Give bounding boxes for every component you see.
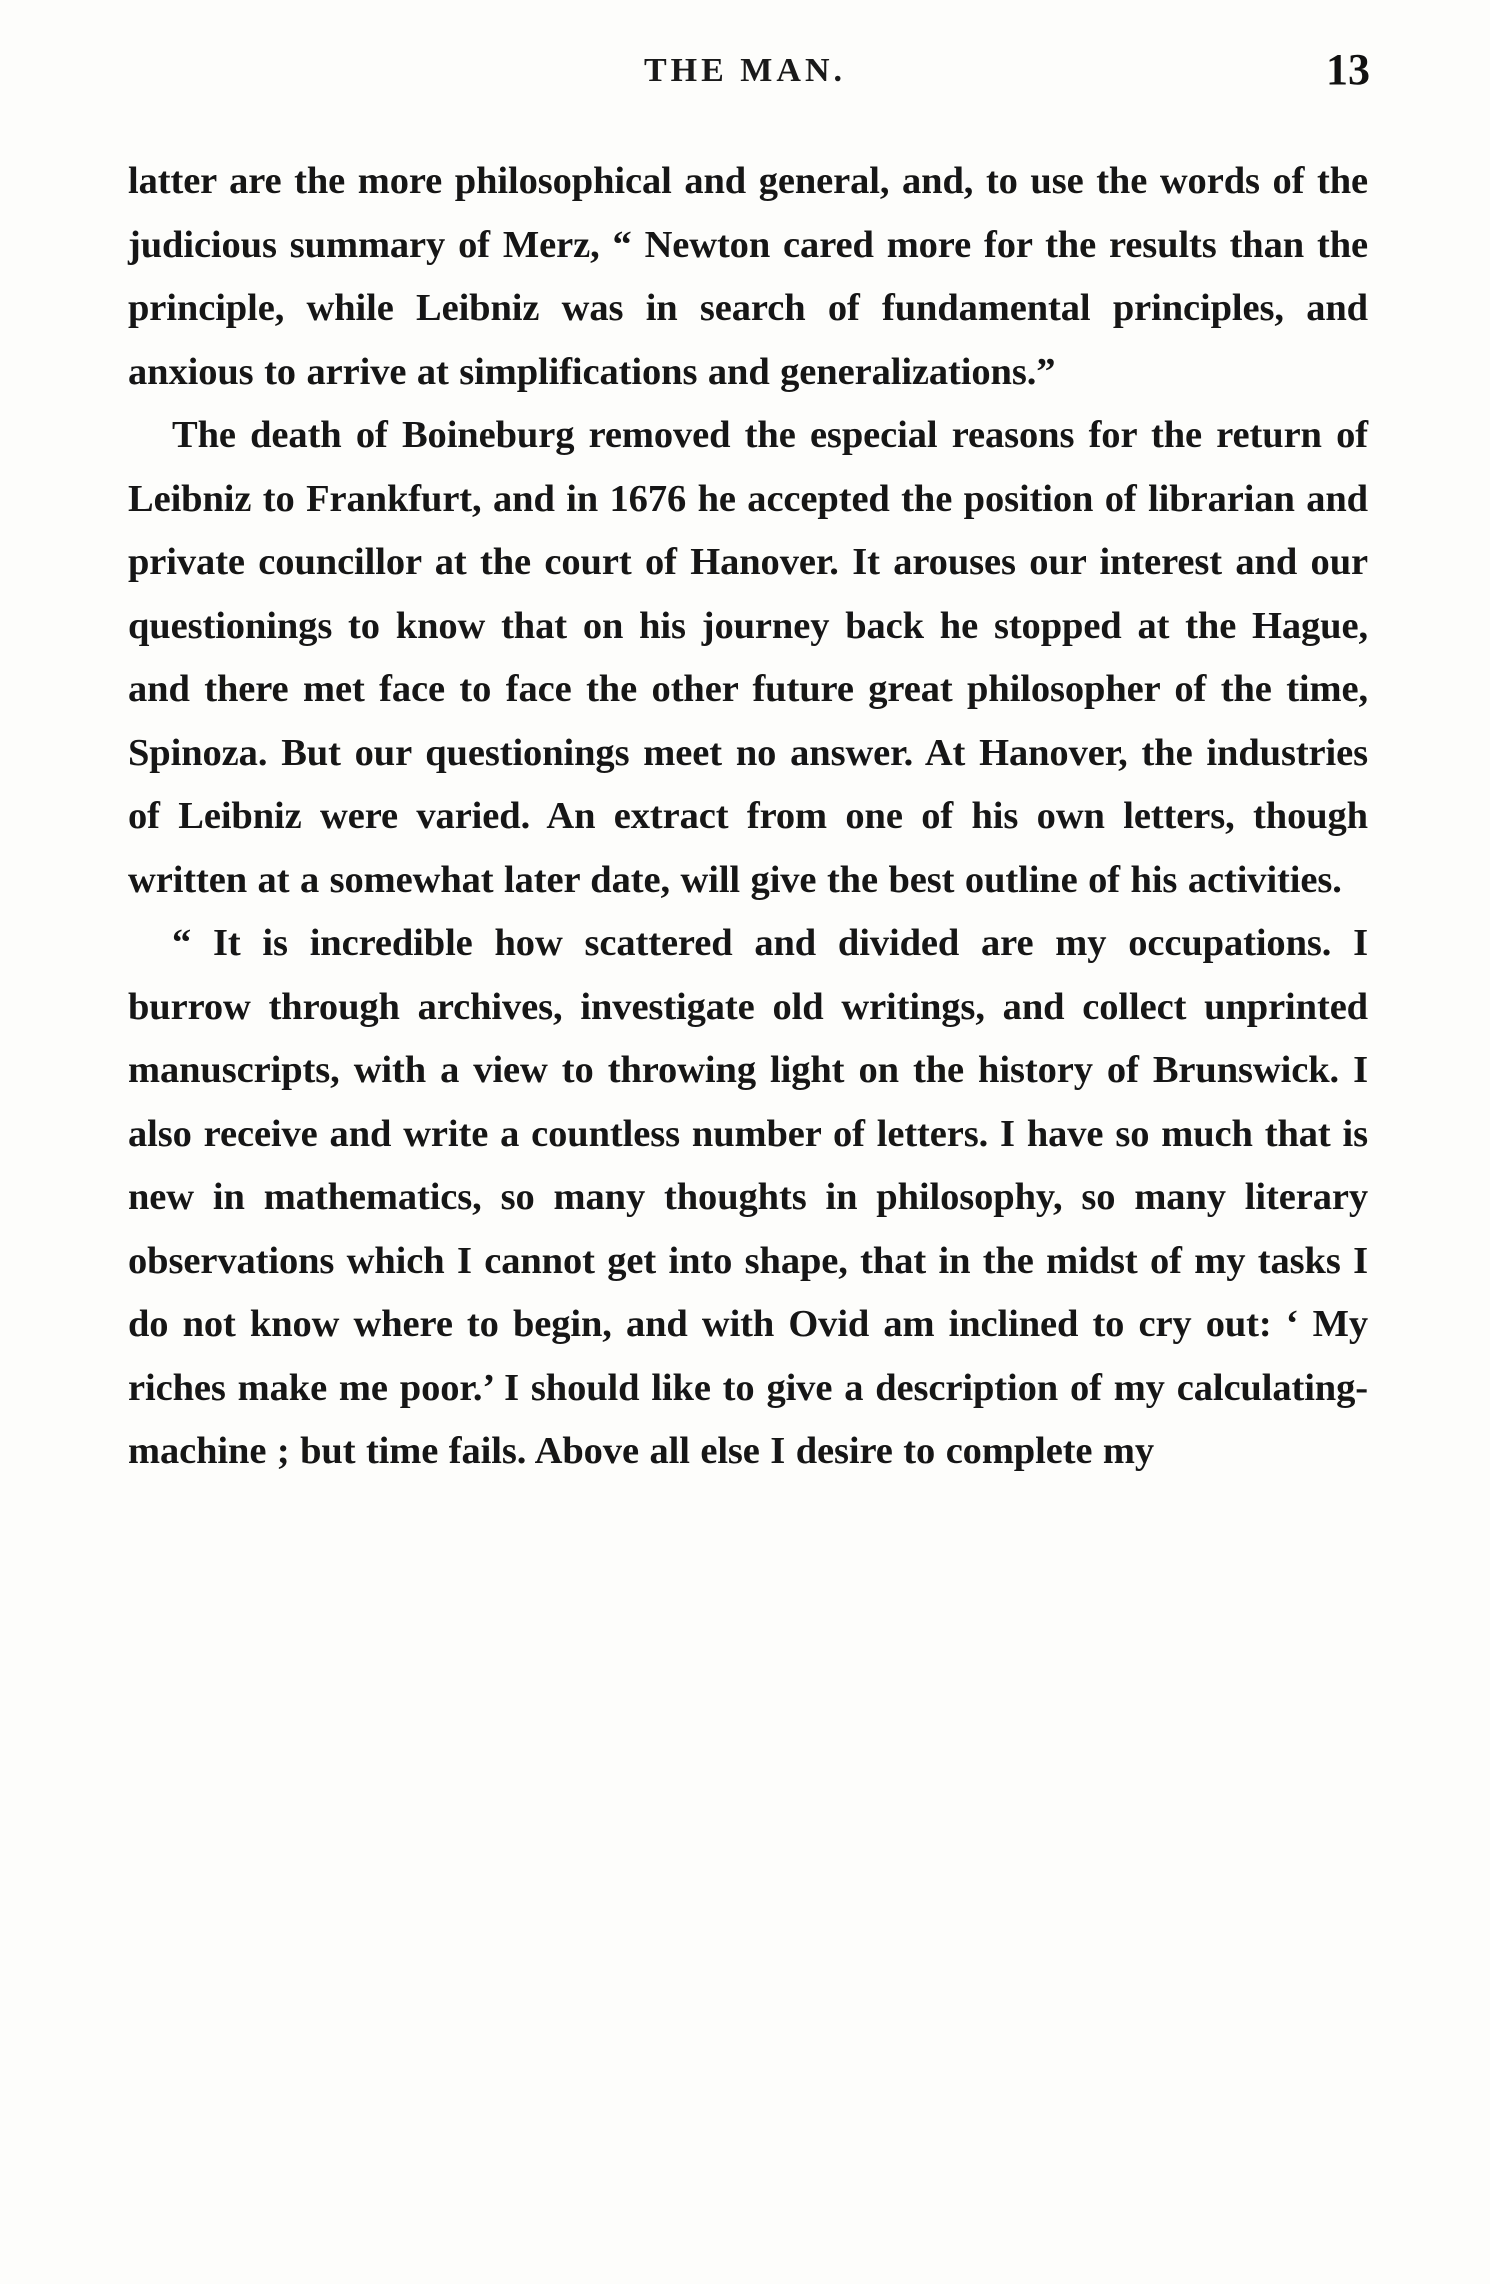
paragraph-1: latter are the more philosophical and general, and, to use the words of the judicious summary of Merz, “ Newton cared more for the results than the principle, while Leibniz was in search of fundamental principles, and anxious to arrive at simplifications and generalizations.” <box>128 160 1368 393</box>
running-header <box>0 45 1490 112</box>
page-body <box>128 150 1368 1484</box>
paragraph-2: The death of Boineburg removed the especial reasons for the return of Leibniz to Frankfurt, and in 1676 he accepted the position of librarian and private councillor at the court of Hanover. It arouses our interest and our questionings to know that on his journey back he stopped at the Hague, and there met face to face the other future great philosopher of the time, Spinoza. But our questionings meet no answer. At Hanover, the industries of Leibniz were varied. An extract from one of his own letters, though written at a somewhat later date, will give the best outline of his activities. <box>128 414 1368 901</box>
paragraph-3: “ It is incredible how scattered and divided are my occupations. I burrow through archives, investigate old writings, and collect unprinted manuscripts, with a view to throwing light on the history of Brunswick. I also receive and write a countless number of letters. I have so much that is new in mathematics, so many thoughts in philosophy, so many literary observations which I cannot get into shape, that in the midst of my tasks I do not know where to begin, and with Ovid am inclined to cry out: ‘ My riches make me poor.’ I should like to give a description of my calculating-machine ; but time fails. Above all else I desire to complete my <box>128 922 1368 1472</box>
running-head-title: THE MAN. <box>644 52 846 89</box>
page-number: 13 <box>1326 45 1370 94</box>
